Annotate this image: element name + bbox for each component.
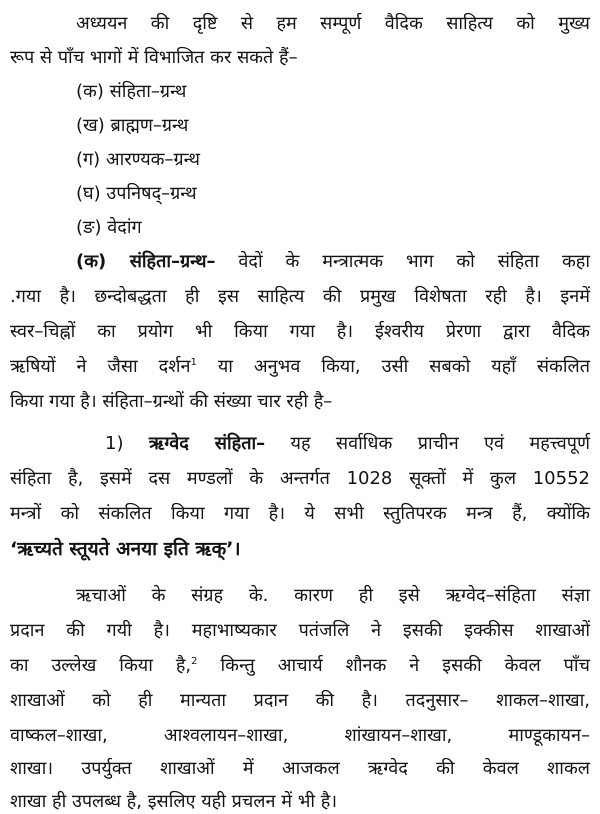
samhita-line-4: ऋषियों ने जैसा दर्शन$^1$ या अनुभव किया, उसी सबको यहाँ संकलित <box>10 356 590 377</box>
list-item <box>76 114 590 138</box>
intro-line-1: अध्ययन की दृष्टि से हम सम्पूर्ण वैदिक साहित्य को मुख्य <box>76 13 590 34</box>
intro-line-2: रूप से पाँच भागों में विभाजित कर सकते हैं– <box>10 47 298 68</box>
list-marker: (ङ) <box>76 217 102 238</box>
list-text: वेदांग <box>107 217 142 238</box>
list-item <box>76 216 590 240</box>
shakha-line-7: शाखा ही उपलब्ध है, इसलिए यही प्रचलन में भी है। <box>10 791 338 812</box>
rigveda-line-2: संहिता है, इसमें दस मण्डलों के अन्तर्गत 1028 सूक्तों में कुल 10552 <box>10 468 590 489</box>
rigveda-line-3: मन्त्रों को संकलित किया गया है। ये सभी स्तुतिपरक मन्त्र हैं, क्योंकि <box>10 503 590 524</box>
list-marker: (ग) <box>76 149 101 170</box>
list-text: उपनिषद्–ग्रन्थ <box>106 183 197 204</box>
list-item <box>76 182 590 206</box>
footnote-ref-2: 2 <box>191 656 198 667</box>
list-text: संहिता–ग्रन्थ <box>109 81 187 102</box>
samhita-line-2: .गया है। छन्दोबद्धता ही इस साहित्य की प्रमुख विशेषता रही है। इनमें <box>10 286 590 307</box>
samhita-line-1: (क) संहिता–ग्रन्थ– वेदों के मन्त्रात्मक भाग को संहिता कहा <box>76 251 590 272</box>
list-text: आरण्यक–ग्रन्थ <box>105 149 200 170</box>
shakha-line-2: प्रदान की गयी है। महाभाष्यकार पतंजलि ने इसकी इक्कीस शाखाओं <box>10 620 590 641</box>
list-marker: (क) <box>76 81 104 102</box>
samhita-line-5: किया गया है। संहिता–ग्रन्थों की संख्या चार रही है– <box>10 391 333 412</box>
list-text: ब्राह्मण–ग्रन्थ <box>110 115 189 136</box>
section-heading-samhita: (क) संहिता–ग्रन्थ– <box>76 251 216 272</box>
shakha-line-6: शाखा। उपर्युक्त शाखाओं में आजकल ऋग्वेद की केवल शाकल <box>10 758 590 779</box>
list-item <box>76 80 590 104</box>
samhita-line-3: स्वर–चिह्नों का प्रयोग भी किया गया है। ईश्वरीय प्रेरणा द्वारा वैदिक <box>10 321 590 342</box>
rigveda-line-1: 1) ऋग्वेद संहिता– यह सर्वाधिक प्राचीन एवं महत्त्वपूर्ण <box>105 433 590 454</box>
shakha-line-1: ऋचाओं के संग्रह के. कारण ही इसे ऋग्वेद–संहिता संज्ञा <box>76 585 590 606</box>
shakha-line-3: का उल्लेख किया है,$^2$ किन्तु आचार्य शौनक ने इसकी केवल पाँच <box>10 655 590 676</box>
list-marker: (ख) <box>76 115 105 136</box>
list-marker: (घ) <box>76 183 101 204</box>
section-heading-rigveda: ऋग्वेद संहिता– <box>148 433 266 454</box>
shakha-line-5: वाष्कल–शाखा, आश्वलायन–शाखा, शांखायन–शाखा, माण्डूकायन– <box>10 725 590 746</box>
list-item <box>76 148 590 172</box>
sanskrit-quote: ‘ऋच्यते स्तूयते अनया इति ऋक्’। <box>10 538 241 560</box>
footnote-ref-1: 1 <box>190 357 197 368</box>
section-number: 1) <box>105 433 124 454</box>
shakha-line-4: शाखाओं को ही मान्यता प्रदान की है। तदनुसार– शाकल–शाखा, <box>10 690 590 711</box>
